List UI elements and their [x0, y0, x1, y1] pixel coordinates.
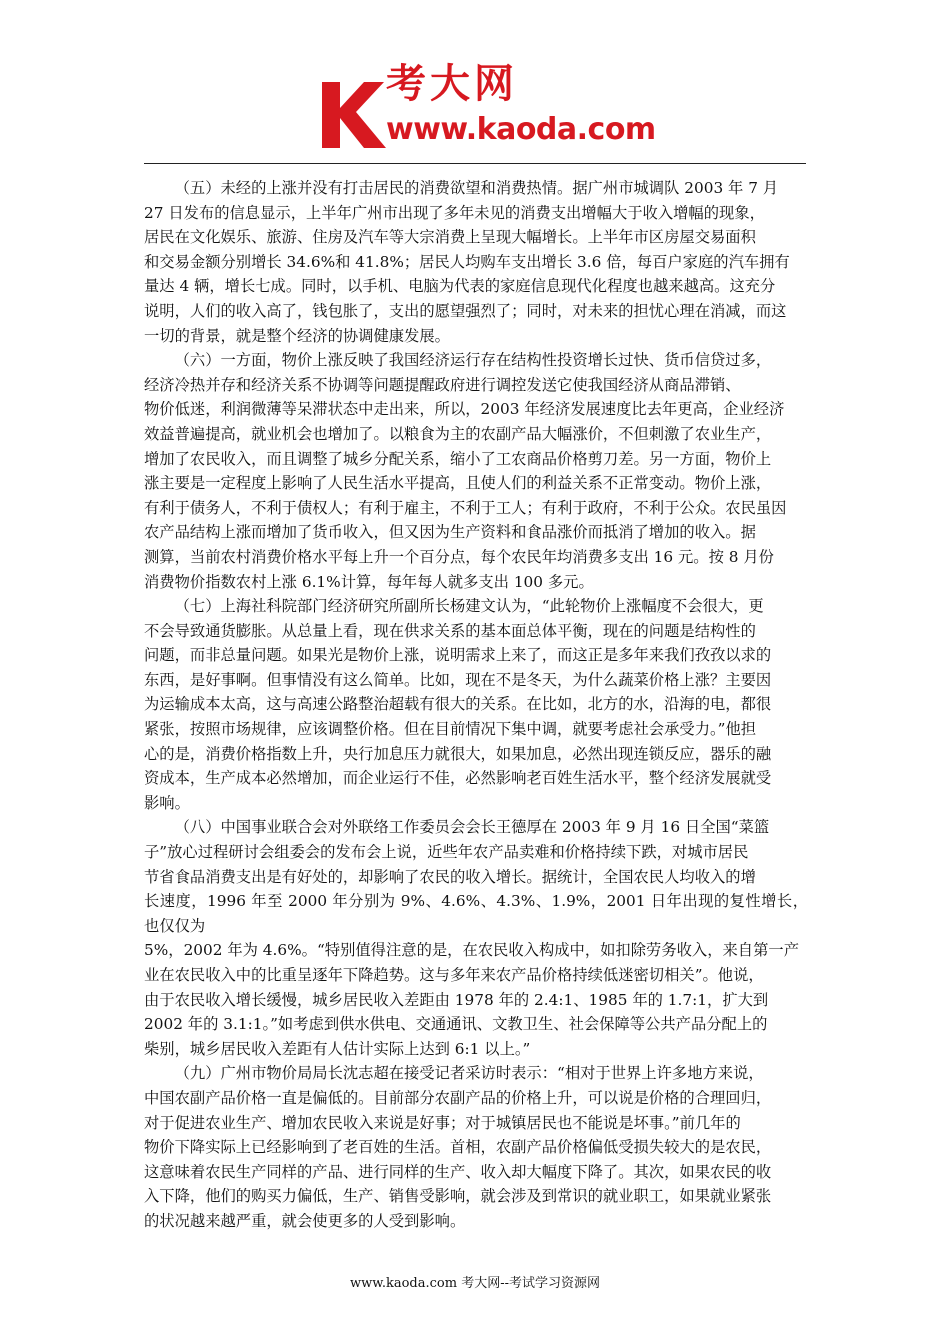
paragraph-8: （八）中国事业联合会对外联络工作委员会会长王德厚在 2003 年 9 月 16 日全国“菜篮 子”放心过程研讨会组委会的发布会上说，近些年农产品卖难和价格持续下跌，对城市居民 节省食品消费支出是有好处的，却影响了农民的收入增长。据统计，全国农民人均收入的增 长速度，1996 年至 2000 年分别为 9%、4.6%、4.3%、1.9%，2001 日年出现的复性增长，也仅仅为 5%，2002 年为 4.6%。“特别值得注意的是，在农民收入构成中，如扣除劳务收入，来自第一产 业在农民收入中的比重呈逐年下降趋势。这与多年来农产品价格持续低迷密切相关”。他说， 由于农民收入增长缓慢，城乡居民收入差距由 1978 年的 2.4:1、1985 年的 1.7:1，扩大到 2002 年的 3.1:1。”如考虑到供水供电、交通通讯、文教卫生、社会保障等公共产品分配上的 柴别，城乡居民收入差距有人估计实际上达到 6:1 以上。”: [144, 818, 808, 1058]
k-letter-icon: [316, 78, 388, 150]
logo-url[interactable]: www.kaoda.com: [386, 112, 656, 147]
paragraph-5: （五）未经的上涨并没有打击居民的消费欲望和消费热情。据广州市城调队 2003 年 7 月 27 日发布的信息显示，上半年广州市出现了多年未见的消费支出增幅大于收入增幅的现象， 居民在文化娱乐、旅游、住房及汽车等大宗消费上呈现大幅增长。上半年市区房屋交易面积 和交易金额分别增长 34.6%和 41.8%；居民人均购车支出增长 3.6 倍，每百户家庭的汽车拥有 量达 4 辆，增长七成。同时，以手机、电脑为代表的家庭信息现代化程度也越来越高。这充分 说明，人们的收入高了，钱包胀了，支出的愿望强烈了；同时，对未来的担忧心理在消减，而这 一切的背景，就是整个经济的协调健康发展。: [144, 179, 790, 345]
paragraph-7: （七）上海社科院部门经济研究所副所长杨建文认为，“此轮物价上涨幅度不会很大，更 不会导致通货膨胀。从总量上看，现在供求关系的基本面总体平衡，现在的问题是结构性的 问题，而非总量问题。如果光是物价上涨，说明需求上来了，而这正是多年来我们孜孜以求的 东西，是好事啊。但事情没有这么简单。比如，现在不是冬天，为什么蔬菜价格上涨？主要因 为运输成本太高，这与高速公路整治超载有很大的关系。在比如，北方的水，沿海的电，都很 紧张，按照市场规律，应该调整价格。但在目前情况下集中调，就要考虑社会承受力。”他担 心的是，消费价格指数上升，央行加息压力就很大，如果加息，必然出现连锁反应，器乐的融 资成本，生产成本必然增加，而企业运行不佳，必然影响老百姓生活水平，整个经济发展就受 影响。: [144, 597, 772, 812]
page-footer: www.kaoda.com 考大网--考试学习资源网: [350, 1276, 600, 1291]
article-body: [144, 176, 808, 1234]
logo-title: 考大网: [386, 61, 518, 107]
paragraph-6: （六）一方面，物价上涨反映了我国经济运行存在结构性投资增长过快、货币信贷过多， 经济冷热并存和经济关系不协调等问题提醒政府进行调控发送它使我国经济从商品滞销、 物价低迷，利润微薄等呆滞状态中走出来，所以，2003 年经济发展速度比去年更高，企业经济 效益普遍提高，就业机会也增加了。以粮食为主的农副产品大幅涨价，不但刺激了农业生产， 增加了农民收入，而且调整了城乡分配关系，缩小了工农商品价格剪刀差。另一方面，物价上 涨主要是一定程度上影响了人民生活水平提高，且使人们的利益关系不正常变动。物价上涨， 有利于债务人，不利于债权人；有利于雇主，不利于工人；有利于政府，不利于公众。农民虽因 农产品结构上涨而增加了货币收入，但又因为生产资料和食品涨价而抵消了增加的收入。据 测算，当前农村消费价格水平每上升一个百分点，每个农民年均消费多支出 16 元。按 8 月份 消费物价指数农村上涨 6.1%计算，每年每人就多支出 100 多元。: [144, 351, 787, 591]
header-divider: [144, 163, 806, 164]
kaoda-logo[interactable]: [316, 60, 656, 160]
paragraph-9: （九）广州市物价局局长沈志超在接受记者采访时表示：“相对于世界上许多地方来说， 中国农副产品价格一直是偏低的。目前部分农副产品的价格上升，可以说是价格的合理回归， 对于促进农业生产、增加农民收入来说是好事；对于城镇居民也不能说是坏事。”前几年的 物价下降实际上已经影响到了老百姓的生活。首相，农副产品价格偏低受损失较大的是农民， 这意味着农民生产同样的产品、进行同样的生产、收入却大幅度下降了。其次，如果农民的收 入下降，他们的购买力偏低，生产、销售受影响，就会涉及到常识的就业职工，如果就业紧张 的状况越来越严重，就会使更多的人受到影响。: [144, 1064, 772, 1230]
